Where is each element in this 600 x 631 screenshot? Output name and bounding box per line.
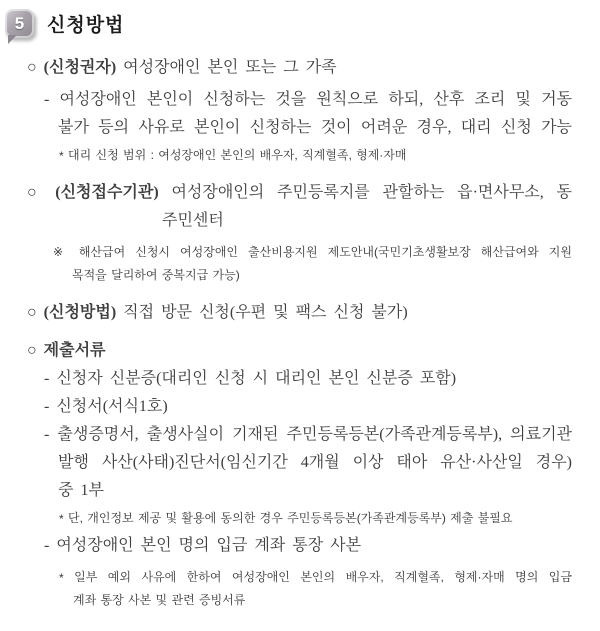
bullet-item-applicant [0,54,572,82]
item-text: 신청서(서식1호) [56,398,168,415]
note-item [0,507,572,530]
bullet-item-office [0,179,572,207]
item-label: 제출서류 [43,342,106,359]
circle-bullet: ○ [27,59,37,76]
item-text: 여성장애인 본인 명의 입금 계좌 통장 사본 [56,537,362,554]
circle-bullet: ○ [27,184,43,201]
note-item [0,144,572,167]
note-text: 대리 신청 범위 : 여성장애인 본인의 배우자, 직계혈족, 형제·자매 [68,148,407,162]
item-text: 직접 방문 신청(우편 및 팩스 신청 불가) [123,304,408,321]
continuation-line [0,589,572,612]
note-text: 계좌 통장 사본 및 관련 증빙서류 [73,593,246,607]
item-text: 신청자 신분증(대리인 신청 시 대리인 본인 신분증 포함) [56,370,457,387]
circle-bullet: ○ [27,304,37,321]
continuation-line [0,477,572,505]
note-text: 단, 개인정보 제공 및 활용에 동의한 경우 주민등록등본(가족관계등록부) 제출 불필요 [68,511,513,525]
item-label: (신청접수기관) [55,184,159,201]
sub-item [0,86,572,114]
section-number-badge [5,9,34,38]
asterisk-marker: * [59,512,64,526]
dash-bullet: - [44,91,50,108]
sub-item [0,421,572,449]
continuation-line [0,207,572,235]
asterisk-marker: * [59,571,64,585]
item-text: 여성장애인 본인이 신청하는 것을 원칙으로 하되, 산후 조리 및 거동 [59,91,572,108]
note-text: 해산급여 신청시 여성장애인 출산비용지원 제도안내(국민기초생활보장 해산급여와 지원 [78,245,572,259]
item-text: 불가 등의 사유로 본인이 신청하는 것이 어려운 경우, 대리 신청 가능 [58,119,572,136]
item-text: 출생증명서, 출생사실이 기재된 주민등록등본(가족관계등록부), 의료기관 [57,426,573,443]
bullet-item-documents [0,337,572,365]
sub-item [0,393,572,421]
reference-mark: ※ [53,245,69,259]
item-text: 중 1부 [58,482,104,499]
note-text: 일부 예외 사유에 한하여 여성장애인 본인의 배우자, 직계혈족, 형제·자매 명의 입금 [74,570,572,584]
item-text: 발행 사산(사태)진단서(임신기간 4개월 이상 태아 유산·사산일 경우) [58,454,572,471]
dash-bullet: - [44,370,50,387]
circle-bullet: ○ [27,342,37,359]
sub-item [0,365,572,393]
bullet-item-method [0,299,572,327]
section-header [5,6,600,40]
continuation-line [0,449,572,477]
item-label: (신청권자) [43,59,117,76]
document-body [0,54,600,612]
sub-item [0,532,572,560]
continuation-line [0,114,572,142]
asterisk-marker: * [59,149,64,163]
note-item [0,566,572,589]
dash-bullet: - [44,398,50,415]
continuation-line [0,264,572,287]
section-title: 신청방법 [47,14,125,36]
dash-bullet: - [44,537,50,554]
item-text: 여성장애인 본인 또는 그 가족 [123,59,337,76]
note-text: 목적을 달리하여 중복지급 가능) [72,268,240,282]
section-number: 5 [14,13,25,33]
dash-bullet: - [44,426,50,443]
reference-note [0,241,572,264]
item-text: 주민센터 [162,212,224,229]
item-label: (신청방법) [43,304,117,321]
item-text: 여성장애인의 주민등록지를 관할하는 읍·면사무소, 동 [171,184,572,201]
